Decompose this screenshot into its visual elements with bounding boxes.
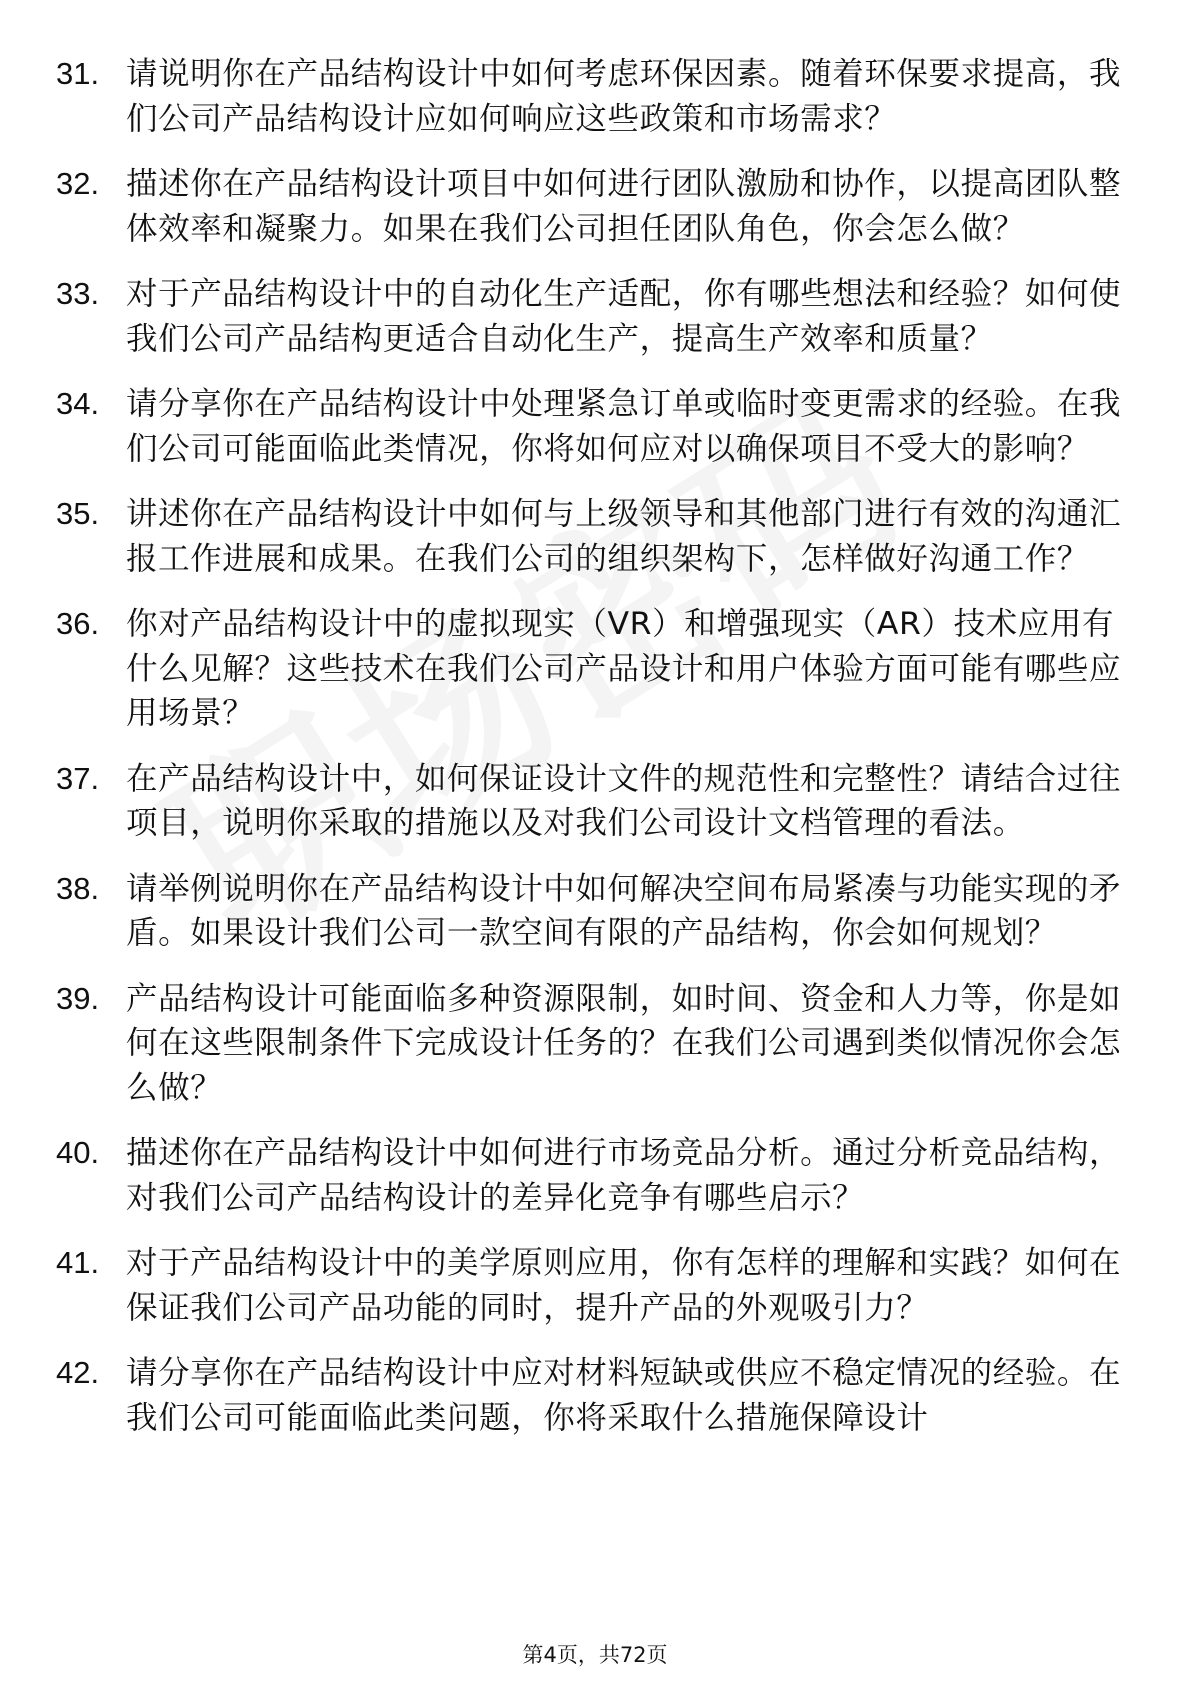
list-item: [56, 492, 1136, 581]
list-item: [56, 1131, 1136, 1220]
question-number: 31.: [56, 56, 100, 91]
question-text: 描述你在产品结构设计项目中如何进行团队激励和协作，以提高团队整体效率和凝聚力。如果在我们公司担任团队角色，你会怎么做？: [126, 166, 1122, 247]
list-item: [56, 757, 1136, 846]
question-number: 36.: [56, 606, 100, 641]
question-text: 描述你在产品结构设计中如何进行市场竞品分析。通过分析竞品结构，对我们公司产品结构设计的差异化竞争有哪些启示？: [126, 1135, 1122, 1216]
question-text: 请分享你在产品结构设计中应对材料短缺或供应不稳定情况的经验。在我们公司可能面临此类问题，你将采取什么措施保障设计: [126, 1355, 1122, 1436]
question-text: 请举例说明你在产品结构设计中如何解决空间布局紧凑与功能实现的矛盾。如果设计我们公司一款空间有限的产品结构，你会如何规划？: [126, 870, 1122, 951]
question-text: 你对产品结构设计中的虚拟现实（VR）和增强现实（AR）技术应用有什么见解？这些技术在我们公司产品设计和用户体验方面可能有哪些应用场景？: [126, 606, 1122, 731]
question-number: 33.: [56, 276, 100, 311]
question-text: 讲述你在产品结构设计中如何与上级领导和其他部门进行有效的沟通汇报工作进展和成果。在我们公司的组织架构下，怎样做好沟通工作？: [126, 496, 1122, 577]
question-number: 35.: [56, 496, 100, 531]
list-item: [56, 867, 1136, 956]
list-item: [56, 272, 1136, 361]
list-item: [56, 1351, 1136, 1440]
question-number: 42.: [56, 1355, 100, 1390]
question-text: 在产品结构设计中，如何保证设计文件的规范性和完整性？请结合过往项目，说明你采取的措施以及对我们公司设计文档管理的看法。: [126, 760, 1122, 841]
list-item: [56, 602, 1136, 736]
list-item: [56, 977, 1136, 1111]
question-number: 39.: [56, 980, 100, 1016]
question-number: 41.: [56, 1245, 100, 1280]
list-item: [56, 382, 1136, 471]
question-text: 请说明你在产品结构设计中如何考虑环保因素。随着环保要求提高，我们公司产品结构设计应如何响应这些政策和市场需求？: [126, 56, 1122, 137]
list-item: [56, 162, 1136, 251]
question-number: 32.: [56, 166, 100, 201]
list-item: [56, 1241, 1136, 1330]
question-text: 对于产品结构设计中的自动化生产适配，你有哪些想法和经验？如何使我们公司产品结构更适合自动化生产，提高生产效率和质量？: [126, 276, 1122, 357]
question-number: 37.: [56, 760, 100, 796]
list-item: [56, 52, 1136, 141]
page-number: 第4页，共72页: [522, 1643, 668, 1667]
question-text: 产品结构设计可能面临多种资源限制，如时间、资金和人力等，你是如何在这些限制条件下完成设计任务的？在我们公司遇到类似情况你会怎么做？: [126, 980, 1122, 1106]
question-text: 对于产品结构设计中的美学原则应用，你有怎样的理解和实践？如何在保证我们公司产品功能的同时，提升产品的外观吸引力？: [126, 1245, 1122, 1326]
question-text: 请分享你在产品结构设计中处理紧急订单或临时变更需求的经验。在我们公司可能面临此类情况，你将如何应对以确保项目不受大的影响？: [126, 386, 1122, 467]
question-number: 40.: [56, 1135, 100, 1170]
question-list: [56, 52, 1136, 1461]
question-number: 38.: [56, 870, 100, 906]
question-number: 34.: [56, 386, 100, 421]
